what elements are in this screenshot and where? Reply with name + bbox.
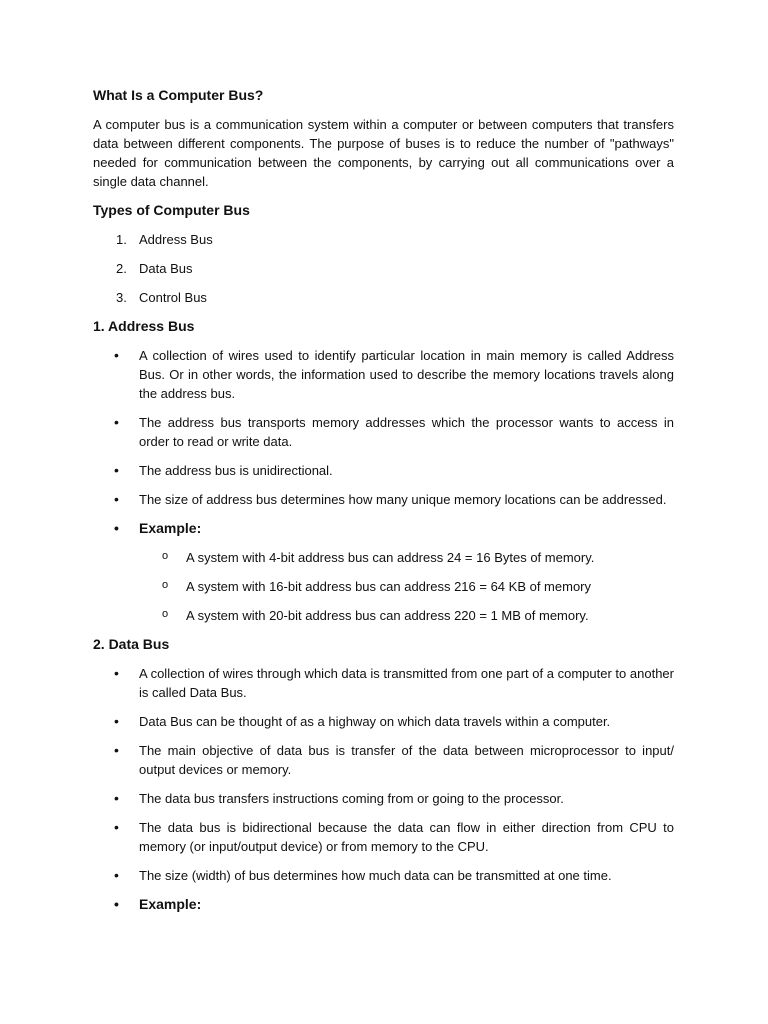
list-item: • A collection of wires used to identify particular location in main memory is called Address Bus. Or in other words, the information used to describe the memory locations travels along the address bus.: [114, 347, 674, 401]
list-item: 3. Control Bus: [116, 290, 207, 305]
data-bus-heading: 2. Data Bus: [93, 636, 170, 652]
circle-bullet-icon: o: [162, 579, 169, 591]
list-item: • The address bus is unidirectional.: [114, 462, 333, 478]
bullet-icon: •: [114, 819, 119, 835]
list-item: • Data Bus can be thought of as a highway on which data travels within a computer.: [114, 713, 611, 729]
circle-bullet-icon: o: [162, 608, 169, 620]
list-item: • A collection of wires through which data is transmitted from one part of a computer to another is called Data Bus.: [114, 665, 674, 700]
bullet-icon: •: [114, 665, 119, 681]
list-item: • The address bus transports memory addresses which the processor wants to access in order to read or write data.: [114, 414, 674, 449]
list-item: • The data bus transfers instructions coming from or going to the processor.: [114, 790, 564, 806]
address-bus-heading: 1. Address Bus: [93, 318, 195, 334]
list-item: o A system with 16-bit address bus can address 216 = 64 KB of memory: [93, 577, 674, 596]
bullet-icon: •: [114, 867, 119, 883]
types-heading: Types of Computer Bus: [93, 202, 250, 218]
example-label: • Example:: [114, 520, 202, 536]
circle-bullet-icon: o: [162, 550, 169, 562]
bullet-icon: •: [114, 520, 119, 536]
document-title: What Is a Computer Bus?: [93, 87, 264, 103]
bullet-icon: •: [114, 742, 119, 758]
list-item: 1. Address Bus: [116, 232, 213, 247]
list-item: o A system with 20-bit address bus can address 220 = 1 MB of memory.: [93, 606, 674, 625]
bullet-icon: •: [114, 414, 119, 430]
example-label: • Example:: [114, 896, 202, 912]
document-page: [93, 86, 674, 924]
list-item: • The data bus is bidirectional because the data can flow in either direction from CPU to memory (or input/output device) or from memory to the CPU.: [114, 819, 674, 854]
list-item: 2. Data Bus: [116, 261, 193, 276]
address-bus-examples: [93, 548, 674, 625]
data-bus-list: [93, 664, 674, 914]
bullet-icon: •: [114, 462, 119, 478]
bullet-icon: •: [114, 896, 119, 912]
list-item: • The size (width) of bus determines how much data can be transmitted at one time.: [114, 867, 612, 883]
address-bus-list: [93, 346, 674, 538]
bullet-icon: •: [114, 347, 119, 363]
bullet-icon: •: [114, 790, 119, 806]
bullet-icon: •: [114, 491, 119, 507]
intro-paragraph: A computer bus is a communication system within a computer or between computers that transfers data between different components. The purpose of buses is to reduce the number of "pathways" needed for communication between the components, by carrying out all communications over a single data channel.: [93, 117, 674, 189]
types-list: [93, 230, 674, 307]
bullet-icon: •: [114, 713, 119, 729]
list-item: • The size of address bus determines how many unique memory locations can be addressed.: [114, 491, 667, 507]
list-item: • The main objective of data bus is transfer of the data between microprocessor to input/ output devices or memory.: [114, 742, 674, 777]
list-item: o A system with 4-bit address bus can address 24 = 16 Bytes of memory.: [93, 548, 674, 567]
